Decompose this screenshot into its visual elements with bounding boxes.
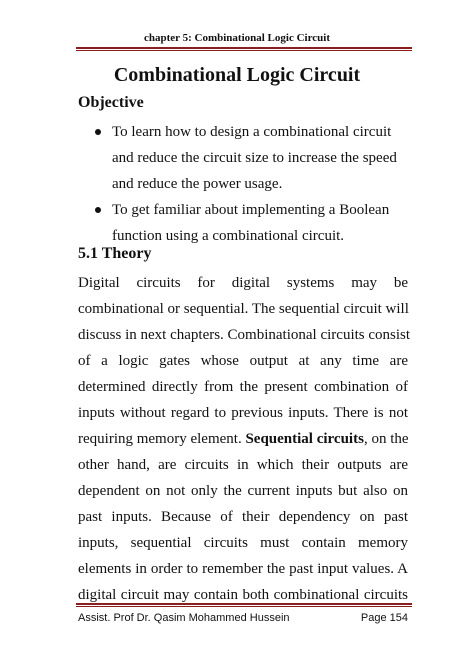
list-item-text: To get familiar about implementing a Boolean function using a combinational circuit.	[112, 202, 390, 244]
paragraph-line: combinational or sequential. The sequential circuit will	[78, 301, 409, 317]
paragraph-line: elements in order to remember the past input values. A	[78, 561, 408, 577]
paragraph-line: Digital circuits for digital systems may be	[78, 275, 408, 291]
list-item	[78, 197, 408, 249]
paragraph-line	[78, 426, 408, 452]
paragraph-line: past inputs. Because of their dependency on past	[78, 509, 408, 525]
running-header: chapter 5: Combinational Logic Circuit	[144, 32, 330, 44]
bold-term: Sequential circuits	[245, 431, 364, 447]
paragraph-line: inputs, sequential circuits must contain memory	[78, 535, 408, 551]
paragraph-line: inputs without regard to previous inputs. There is not	[78, 405, 408, 421]
objective-heading: Objective	[78, 94, 144, 111]
header-rule	[76, 47, 412, 49]
bullet-icon	[95, 129, 101, 135]
page-title: Combinational Logic Circuit	[113, 64, 361, 86]
header-rule-thin	[76, 50, 412, 51]
paragraph-line: digital circuit may contain both combinational circuits	[78, 587, 408, 603]
inline-text: requiring memory element.	[78, 431, 242, 447]
bullet-icon	[95, 207, 101, 213]
theory-paragraph	[78, 270, 411, 608]
paragraph-line: discuss in next chapters. Combinational circuits consist	[78, 327, 411, 343]
paragraph-line: other hand, are circuits in which their outputs are	[78, 457, 408, 473]
paragraph-line: of a logic gates whose output at any time are	[78, 353, 408, 369]
footer-rule	[76, 603, 412, 605]
objective-list	[78, 119, 408, 249]
list-item	[78, 119, 408, 197]
paragraph-line: determined directly from the present combination of	[78, 379, 408, 395]
footer-rule-thin	[76, 606, 412, 607]
page-number: Page 154	[360, 612, 408, 624]
inline-text: , on the	[363, 431, 409, 447]
paragraph-line: dependent on not only the current inputs but also on	[78, 483, 408, 499]
list-item-text: To learn how to design a combinational circuit and reduce the circuit size to increase the speed and reduce the power usage.	[112, 124, 397, 192]
footer-author: Assist. Prof Dr. Qasim Mohammed Hussein	[78, 612, 290, 624]
theory-heading: 5.1 Theory	[78, 245, 152, 262]
